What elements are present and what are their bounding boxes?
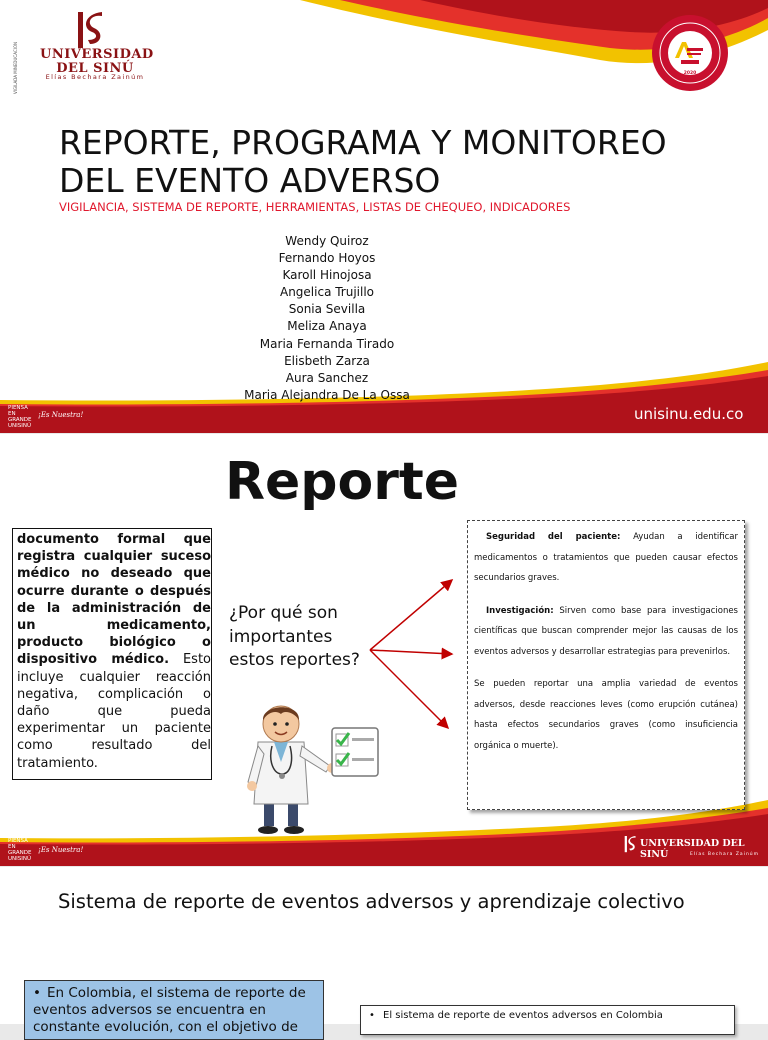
author-name: Sonia Sevilla	[288, 302, 366, 317]
author-name: Wendy Quiroz	[285, 234, 369, 248]
slide-title-text: Sistema de reporte de eventos adversos y aprendizaje colectivo	[58, 890, 685, 913]
author-list	[200, 233, 454, 404]
arrow-middle	[370, 650, 452, 654]
seal-year: 2020	[683, 71, 697, 76]
slide-title	[0, 0, 768, 433]
accreditation-seal-icon	[651, 14, 729, 92]
author-name: Maria Alejandra De La Ossa	[244, 387, 410, 402]
footer-campaign-logo: PIENSA EN GRANDE UNISINÚ	[8, 838, 32, 862]
variety-text: Se pueden reportar una amplia variedad de eventos adversos, desde reacciones leves (como erupción cutánea) hasta efectos secundarios graves (como insuficiencia orgánica o muerte).	[474, 679, 738, 751]
university-name: UNIVERSIDAD DEL SINÚ	[40, 47, 154, 76]
safety-text: Ayudan a identificar medicamentos o tratamientos que pueden causar efectos secundarios graves.	[474, 532, 739, 583]
author-name: Karoll Hinojosa	[282, 268, 372, 283]
footer-university-name: UNIVERSIDAD DEL SINÚ	[640, 838, 745, 860]
question-text: ¿Por qué son importantes estos reportes?	[229, 603, 360, 670]
colombia-box: • En Colombia, el sistema de reporte de eventos adversos se encuentra en constante evolución, con el objetivo de	[24, 980, 324, 1040]
footer-slogan: ¡Es Nuestra!	[38, 846, 84, 854]
author-name: Elisbeth Zarza	[284, 353, 370, 368]
slide-sistema	[0, 867, 768, 1035]
slide-subtitle: VIGILANCIA, SISTEMA DE REPORTE, HERRAMIENTAS, LISTAS DE CHEQUEO, INDICADORES	[59, 200, 571, 214]
system-text: El sistema de reporte de eventos adversos en Colombia	[383, 1010, 663, 1021]
slide-reporte	[0, 434, 768, 866]
importance-box	[467, 520, 745, 810]
research-label: Investigación:	[486, 605, 554, 616]
safety-label: Seguridad del paciente:	[486, 532, 621, 542]
website-url: unisinu.edu.co	[634, 405, 744, 423]
author-name: Maria Fernanda Tirado	[259, 336, 395, 351]
footer-university-subtitle: Elías Bechara Zainúm	[690, 852, 760, 857]
colombia-text: En Colombia, el sistema de reporte de eventos adversos se encuentra en constante evolución, con el objetivo de	[33, 985, 306, 1035]
slide-title-text: REPORTE, PROGRAMA Y MONITOREO DEL EVENTO ADVERSO	[59, 123, 667, 200]
vigilada-label: VIGILADA MINEDUCACIÓN	[13, 42, 18, 94]
footer-slogan: ¡Es Nuestra!	[38, 411, 84, 419]
definition-box	[12, 528, 212, 780]
author-name: Meliza Anaya	[287, 319, 367, 334]
doctor-illustration-icon	[244, 702, 384, 838]
slide-title-text: Reporte	[225, 452, 460, 512]
author-name: Fernando Hoyos	[278, 251, 376, 266]
university-subtitle: Elías Bechara Zainúm	[45, 73, 145, 81]
research-text: Sirven como base para investigaciones científicas que buscan comprender mejor las causas de los eventos adversos y desarrollar estrategias para prevenirlos.	[474, 605, 738, 657]
university-logo-icon	[622, 834, 640, 856]
arrow-up	[370, 580, 452, 650]
footer-campaign-logo: PIENSA EN GRANDE UNISINÚ	[8, 405, 32, 429]
author-name: Aura Sanchez	[285, 370, 369, 385]
definition-bold: documento formal que registra cualquier suceso médico no deseado que ocurre durante o después de la administración de un medicamento, producto biológico o dispositivo médico.	[17, 532, 211, 668]
author-name: Angelica Trujillo	[279, 285, 375, 300]
definition-text: Esto incluye cualquier reacción negativa, complicación o daño que pueda experimentar un paciente como resultado del tratamiento.	[17, 652, 211, 771]
system-box: • El sistema de reporte de eventos adversos en Colombia	[360, 1005, 735, 1035]
